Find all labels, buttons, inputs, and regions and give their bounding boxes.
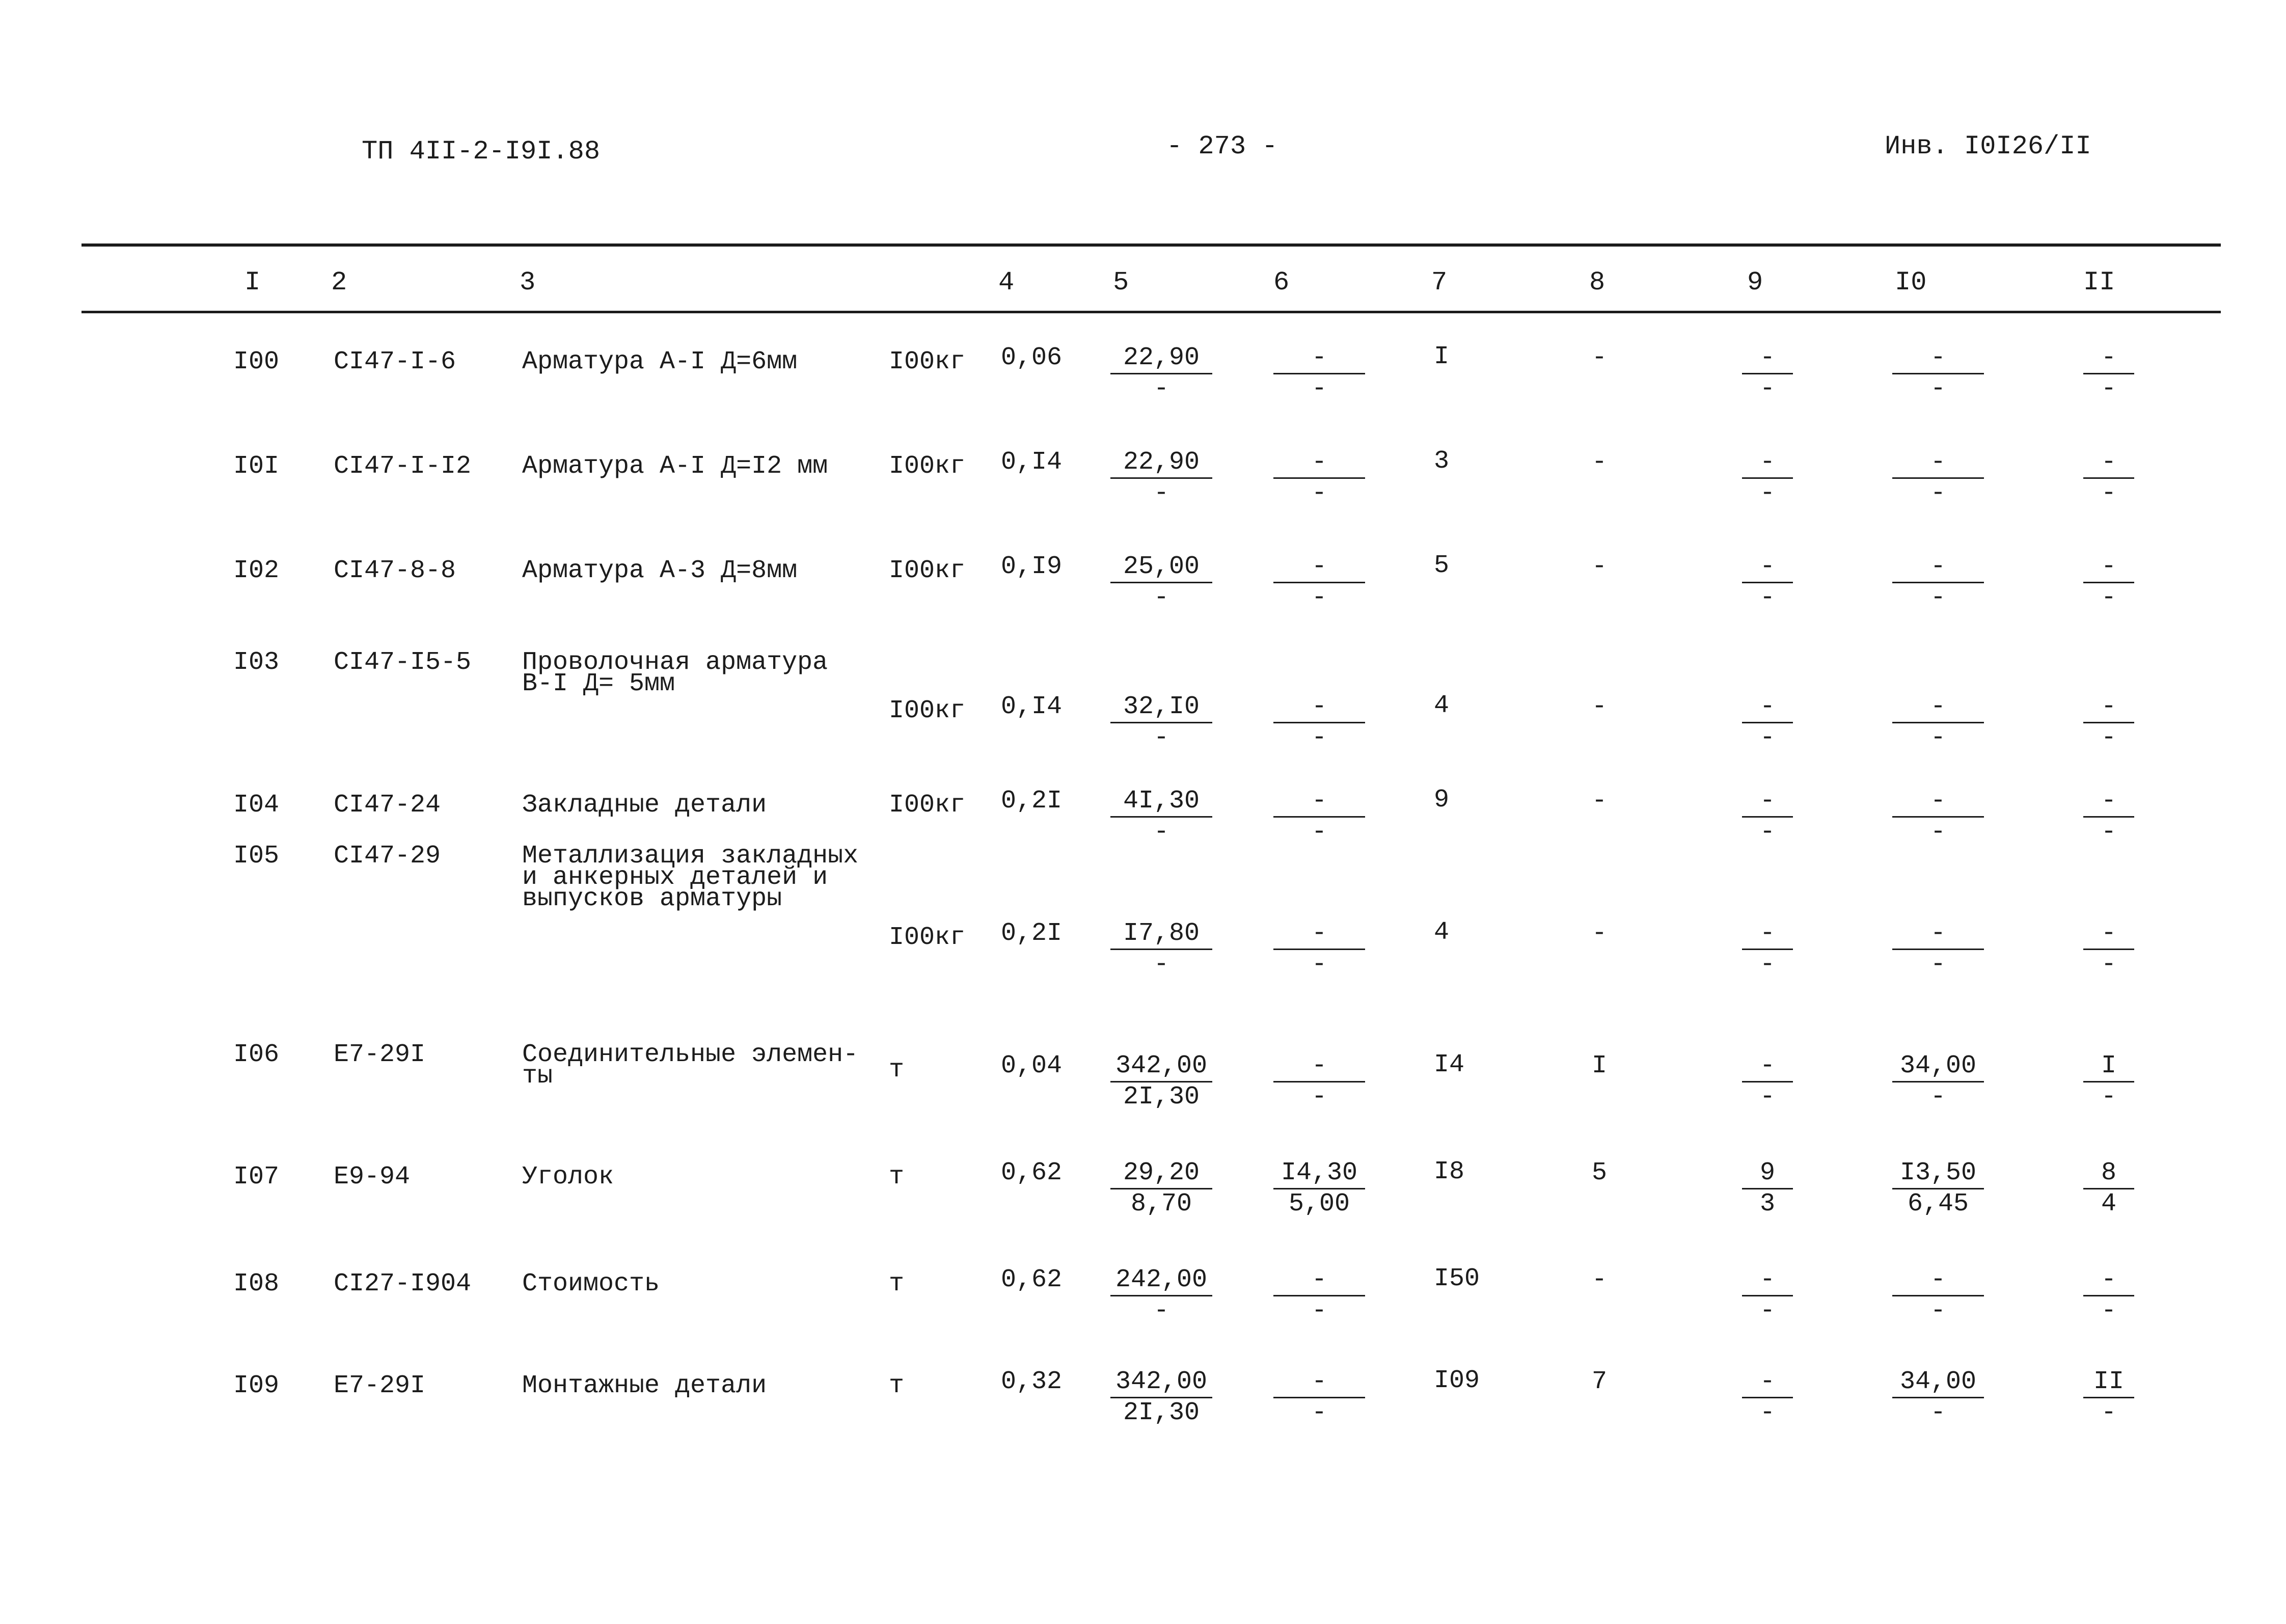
column-number-col-2: 2 [331,267,347,297]
row-col9-fraction-denominator: - [1759,723,1775,752]
row-col11-fraction-numerator: - [2083,921,2134,950]
row-quantity: 0,I4 [1001,692,1063,721]
row-price-fraction-denominator: - [1153,818,1169,847]
row-unit: т [889,1269,905,1298]
row-price-fraction [1110,1160,1212,1217]
row-quantity: 0,62 [1001,1265,1063,1294]
inventory-number: Инв. I0I26/II [1885,131,2091,161]
row-quantity: 0,62 [1001,1158,1063,1187]
row-col9-fraction-denominator: - [1759,1296,1775,1325]
row-name: Монтажные детали [522,1371,767,1400]
row-col10-fraction [1892,345,1984,402]
row-col10-fraction-numerator: - [1892,789,1984,818]
row-col8: - [1592,552,1608,581]
row-col10-fraction-numerator: - [1892,1267,1984,1296]
row-col10-fraction [1892,1053,1984,1110]
row-col7: I8 [1434,1157,1465,1186]
row-col6-fraction-numerator: - [1273,1267,1365,1296]
row-number: I05 [233,842,280,871]
row-col10-fraction-denominator: - [1930,818,1946,847]
row-price-fraction [1110,1267,1212,1324]
row-col11-fraction [2083,789,2134,845]
row-price-fraction-denominator: 2I,30 [1123,1398,1200,1427]
row-col11-fraction-numerator: - [2083,1267,2134,1296]
row-col10-fraction-numerator: - [1892,921,1984,950]
row-col7: I4 [1434,1050,1465,1079]
row-col6-fraction [1273,1369,1365,1426]
row-col6-fraction [1273,1160,1365,1217]
row-col11-fraction [2083,1267,2134,1324]
row-unit: I00кг [889,791,966,820]
row-col8: 7 [1592,1367,1608,1396]
row-col10-fraction-denominator: - [1930,1398,1946,1427]
row-unit: I00кг [889,347,966,376]
column-number-col-6: 6 [1273,267,1290,297]
row-name: Уголок [522,1162,614,1192]
row-col10-fraction-denominator: - [1930,1296,1946,1325]
row-price-fraction-denominator: 8,70 [1130,1189,1192,1219]
row-col11-fraction-numerator: 8 [2083,1160,2134,1189]
row-col9-fraction [1742,789,1793,845]
row-col7: I [1434,342,1450,371]
row-col10-fraction-numerator: - [1892,345,1984,374]
row-price-fraction-denominator: - [1153,723,1169,752]
row-col6-fraction-denominator: - [1311,374,1327,403]
row-quantity: 0,I4 [1001,448,1063,477]
row-price-fraction-denominator: - [1153,950,1169,979]
row-col6-fraction-numerator: - [1273,345,1365,374]
row-unit: т [889,1371,905,1400]
row-col8: 5 [1592,1158,1608,1187]
column-number-col-4: 4 [998,267,1015,297]
row-col11-fraction-denominator: - [2101,583,2116,612]
row-code: CI47-I-6 [334,347,456,376]
column-number-col-11: II [2083,267,2115,297]
row-col11-fraction-denominator: - [2101,1398,2116,1427]
row-price-fraction [1110,1053,1212,1110]
row-col10-fraction-denominator: - [1930,374,1946,403]
row-col11-fraction-denominator: - [2101,479,2116,508]
row-code: CI47-24 [334,791,441,820]
row-col6-fraction-numerator: - [1273,450,1365,479]
row-col9-fraction-numerator: - [1742,450,1793,479]
row-col11-fraction-numerator: - [2083,450,2134,479]
row-col10-fraction [1892,694,1984,751]
row-code: E7-29I [334,1371,426,1400]
row-col10-fraction [1892,921,1984,978]
row-number: I06 [233,1040,280,1069]
row-col10-fraction-denominator: - [1930,479,1946,508]
row-col6-fraction [1273,921,1365,978]
row-col10-fraction-denominator: - [1930,583,1946,612]
page-number: - 273 - [1166,131,1278,161]
row-col6-fraction-denominator: - [1311,479,1327,508]
row-col10-fraction-numerator: - [1892,450,1984,479]
row-col10-fraction-numerator: 34,00 [1892,1053,1984,1082]
row-quantity: 0,04 [1001,1051,1063,1080]
row-unit: т [889,1162,905,1192]
row-price-fraction [1110,450,1212,506]
row-number: I09 [233,1371,280,1400]
row-price-fraction-numerator: 4I,30 [1110,789,1212,818]
row-col11-fraction-numerator: - [2083,345,2134,374]
column-number-col-10: I0 [1895,267,1927,297]
row-number: I04 [233,791,280,820]
row-col9-fraction [1742,345,1793,402]
row-name: Стоимость [522,1269,660,1298]
row-quantity: 0,2I [1001,919,1063,948]
row-code: CI27-I904 [334,1269,472,1298]
row-col7: 4 [1434,691,1450,720]
row-code: E9-94 [334,1162,411,1192]
row-col10-fraction-denominator: - [1930,950,1946,979]
row-unit: I00кг [889,696,966,725]
row-col9-fraction-numerator: - [1742,789,1793,818]
row-col10-fraction-denominator: 6,45 [1907,1189,1969,1219]
row-col11-fraction [2083,1160,2134,1217]
row-price-fraction-numerator: 32,I0 [1110,694,1212,723]
row-price-fraction-numerator: 22,90 [1110,450,1212,479]
row-col6-fraction [1273,694,1365,751]
row-number: I0I [233,452,280,481]
row-name: Соединительные элемен- ты [522,1040,859,1091]
row-col9-fraction-numerator: - [1742,1267,1793,1296]
row-col11-fraction-denominator: 4 [2101,1189,2116,1219]
row-col6-fraction [1273,789,1365,845]
row-number: I08 [233,1269,280,1298]
row-price-fraction-numerator: 342,00 [1110,1053,1212,1082]
row-col11-fraction [2083,450,2134,506]
row-col11-fraction [2083,1053,2134,1110]
row-price-fraction-numerator: 29,20 [1110,1160,1212,1189]
row-quantity: 0,I9 [1001,552,1063,581]
row-col11-fraction-numerator: - [2083,554,2134,583]
row-col9-fraction [1742,694,1793,751]
row-col6-fraction-denominator: - [1311,818,1327,847]
row-unit: I00кг [889,452,966,481]
column-number-col-8: 8 [1589,267,1605,297]
row-col7: 5 [1434,551,1450,580]
row-col9-fraction [1742,450,1793,506]
row-col9-fraction-denominator: - [1759,374,1775,403]
row-price-fraction [1110,921,1212,978]
row-col10-fraction-numerator: I3,50 [1892,1160,1984,1189]
row-price-fraction-denominator: - [1153,374,1169,403]
row-col8: I [1592,1051,1608,1080]
row-col7: 4 [1434,918,1450,947]
row-col11-fraction-denominator: - [2101,818,2116,847]
row-col9-fraction-denominator: - [1759,818,1775,847]
document-code: ТП 4II-2-I9I.88 [362,137,601,167]
row-col11-fraction-denominator: - [2101,1296,2116,1325]
row-col6-fraction [1273,450,1365,506]
row-quantity: 0,06 [1001,343,1063,372]
row-col8: - [1592,1265,1608,1294]
row-col10-fraction-denominator: - [1930,1082,1946,1112]
row-col9-fraction-numerator: 9 [1742,1160,1793,1189]
row-col6-fraction [1273,345,1365,402]
row-col9-fraction [1742,1267,1793,1324]
row-col8: - [1592,343,1608,372]
row-name: Проволочная арматура В-I Д= 5мм [522,648,828,698]
row-col6-fraction-numerator: - [1273,789,1365,818]
row-col7: I50 [1434,1264,1480,1293]
row-quantity: 0,2I [1001,787,1063,816]
row-name: Арматура А-3 Д=8мм [522,556,798,585]
row-price-fraction-denominator: 2I,30 [1123,1082,1200,1112]
row-col11-fraction-denominator: - [2101,723,2116,752]
row-col9-fraction-numerator: - [1742,1369,1793,1398]
column-number-col-3: 3 [520,267,536,297]
row-col6-fraction-numerator: - [1273,554,1365,583]
row-col11-fraction-numerator: - [2083,694,2134,723]
row-price-fraction [1110,1369,1212,1426]
row-price-fraction [1110,345,1212,402]
row-col10-fraction [1892,789,1984,845]
row-col8: - [1592,787,1608,816]
row-unit: т [889,1055,905,1085]
row-name: Арматура А-I Д=6мм [522,347,798,376]
row-number: I02 [233,556,280,585]
row-code: CI47-29 [334,842,441,871]
row-col10-fraction-numerator: 34,00 [1892,1369,1984,1398]
row-price-fraction-denominator: - [1153,1296,1169,1325]
row-price-fraction-numerator: 22,90 [1110,345,1212,374]
row-col11-fraction [2083,345,2134,402]
row-col9-fraction-denominator: - [1759,479,1775,508]
row-col6-fraction-numerator: - [1273,1369,1365,1398]
row-price-fraction-numerator: I7,80 [1110,921,1212,950]
row-col6-fraction-numerator: - [1273,921,1365,950]
row-col11-fraction-denominator: - [2101,950,2116,979]
row-col7: 9 [1434,786,1450,815]
row-col9-fraction-denominator: - [1759,1398,1775,1427]
row-col11-fraction-denominator: - [2101,1082,2116,1112]
row-col9-fraction-numerator: - [1742,345,1793,374]
row-col11-fraction [2083,1369,2134,1426]
row-col10-fraction-numerator: - [1892,694,1984,723]
row-col9-fraction-numerator: - [1742,1053,1793,1082]
row-code: CI47-8-8 [334,556,456,585]
row-col6-fraction [1273,1267,1365,1324]
row-col10-fraction [1892,1160,1984,1217]
table-top-rule [81,243,2221,247]
row-code: CI47-I5-5 [334,648,472,677]
row-col9-fraction [1742,1160,1793,1217]
row-code: CI47-I-I2 [334,452,472,481]
row-col9-fraction [1742,1369,1793,1426]
row-col11-fraction [2083,921,2134,978]
row-col9-fraction-numerator: - [1742,921,1793,950]
row-price-fraction [1110,694,1212,751]
row-col6-fraction-numerator: - [1273,1053,1365,1082]
row-col8: - [1592,919,1608,948]
row-name: Закладные детали [522,791,767,820]
row-price-fraction [1110,554,1212,611]
row-col8: - [1592,692,1608,721]
row-col11-fraction-numerator: I [2083,1053,2134,1082]
row-col9-fraction-denominator: 3 [1759,1189,1775,1219]
row-number: I07 [233,1162,280,1192]
row-col6-fraction-denominator: - [1311,583,1327,612]
row-unit: I00кг [889,556,966,585]
row-price-fraction-denominator: - [1153,583,1169,612]
row-unit: I00кг [889,923,966,952]
row-col7: I09 [1434,1366,1480,1395]
row-col10-fraction [1892,554,1984,611]
row-price-fraction [1110,789,1212,845]
row-col6-fraction-denominator: - [1311,1082,1327,1112]
row-col11-fraction-numerator: - [2083,789,2134,818]
row-col6-fraction [1273,554,1365,611]
row-name: Металлизация закладных и анкерных деталей и выпусков арматуры [522,842,859,913]
row-col9-fraction [1742,921,1793,978]
column-number-col-9: 9 [1747,267,1763,297]
row-number: I00 [233,347,280,376]
row-price-fraction-numerator: 342,00 [1110,1369,1212,1398]
row-number: I03 [233,648,280,677]
row-col9-fraction-denominator: - [1759,1082,1775,1112]
row-col9-fraction-numerator: - [1742,554,1793,583]
row-price-fraction-denominator: - [1153,479,1169,508]
row-col11-fraction [2083,694,2134,751]
row-col9-fraction [1742,554,1793,611]
row-col10-fraction [1892,1267,1984,1324]
table-header-rule [81,311,2221,313]
column-number-col-7: 7 [1431,267,1448,297]
row-price-fraction-numerator: 25,00 [1110,554,1212,583]
column-number-col-1: I [244,267,261,297]
row-code: E7-29I [334,1040,426,1069]
row-col10-fraction-denominator: - [1930,723,1946,752]
row-col9-fraction-numerator: - [1742,694,1793,723]
row-col9-fraction-denominator: - [1759,950,1775,979]
row-col10-fraction [1892,450,1984,506]
column-number-col-5: 5 [1113,267,1129,297]
row-col11-fraction [2083,554,2134,611]
row-price-fraction-numerator: 242,00 [1110,1267,1212,1296]
row-col6-fraction-denominator: - [1311,723,1327,752]
row-col6-fraction-denominator: - [1311,1296,1327,1325]
row-col6-fraction-denominator: 5,00 [1288,1189,1350,1219]
row-col9-fraction [1742,1053,1793,1110]
row-col6-fraction-denominator: - [1311,950,1327,979]
row-col9-fraction-denominator: - [1759,583,1775,612]
row-quantity: 0,32 [1001,1367,1063,1396]
row-col6-fraction-denominator: - [1311,1398,1327,1427]
row-name: Арматура А-I Д=I2 мм [522,452,828,481]
row-col11-fraction-numerator: II [2083,1369,2134,1398]
row-col7: 3 [1434,447,1450,476]
row-col6-fraction [1273,1053,1365,1110]
row-col11-fraction-denominator: - [2101,374,2116,403]
row-col6-fraction-numerator: I4,30 [1273,1160,1365,1189]
row-col6-fraction-numerator: - [1273,694,1365,723]
row-col8: - [1592,448,1608,477]
row-col10-fraction [1892,1369,1984,1426]
row-col10-fraction-numerator: - [1892,554,1984,583]
